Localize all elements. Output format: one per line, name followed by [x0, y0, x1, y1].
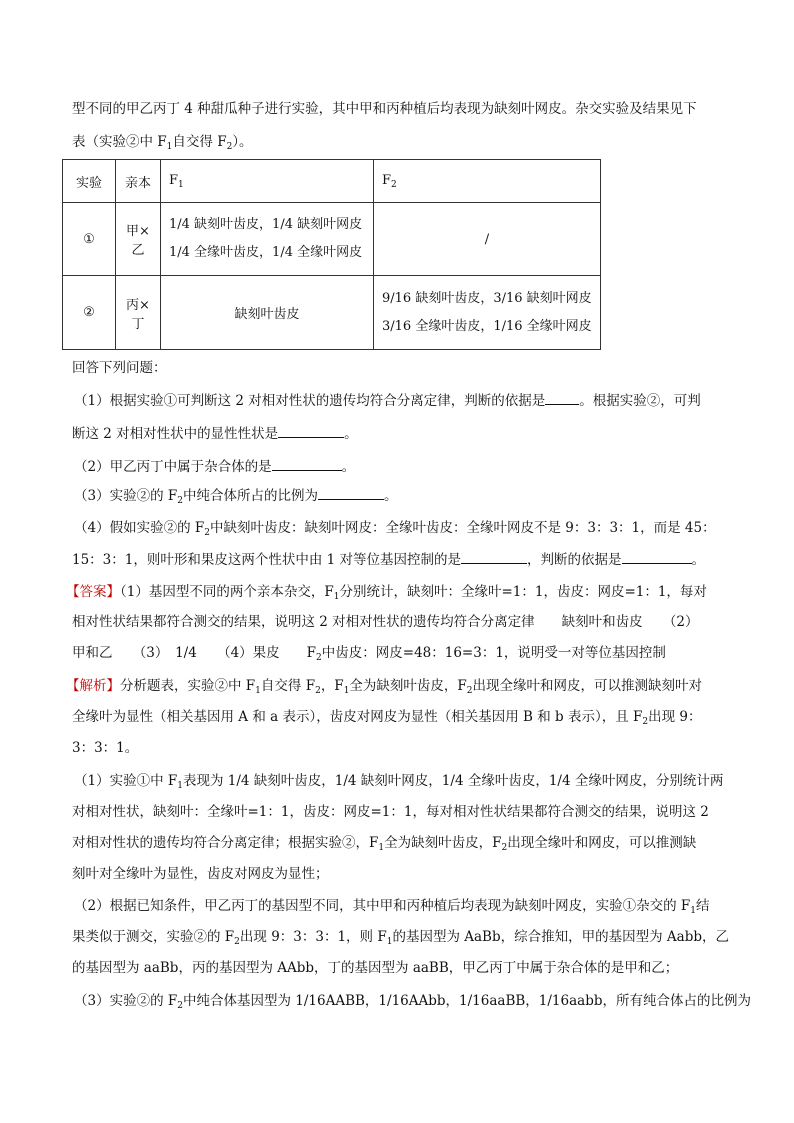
subscript: 1 — [386, 937, 393, 947]
cell-text: 丙×丁 — [126, 297, 150, 332]
subscript: 1 — [166, 142, 173, 152]
answer-blank — [461, 549, 527, 564]
question-text: 。 — [344, 426, 358, 442]
analysis-s1-line-1 — [74, 771, 734, 796]
answer-label: 【答案】 — [66, 584, 120, 600]
question-text: 。根据实验②，可判 — [579, 393, 701, 409]
analysis-text: 全为缺刻叶齿皮，F — [349, 678, 467, 694]
intro-text: 型不同的甲乙丙丁 4 种甜瓜种子进行实验，其中甲和丙种植后均表现为缺刻叶网皮。杂交实验及结果见下 — [72, 101, 697, 117]
analysis-s3-line-1 — [74, 991, 751, 1016]
analysis-text: 出现 9：3：3：1，则 F — [239, 929, 387, 945]
analysis-text: 全缘叶为显性（相关基因用 A 和 a 表示），齿皮对网皮为显性（相关基因用 B 和 b 表示），且 F — [72, 709, 643, 725]
subscript: 2 — [501, 843, 508, 853]
subscript: 2 — [177, 496, 183, 506]
subscript: 1 — [690, 906, 696, 916]
cell-text: 缺刻叶齿皮 — [234, 307, 300, 322]
analysis-text: 自交得 F — [260, 678, 316, 694]
answer-blank — [272, 456, 342, 471]
question-text: 。 — [383, 488, 398, 504]
answer-text: （1）基因型不同的两个亲本杂交，F — [120, 584, 334, 600]
subscript: 1 — [343, 686, 350, 696]
analysis-s2-line-1 — [74, 896, 734, 921]
cell-text: ② — [83, 305, 95, 320]
cell-text: / — [484, 231, 490, 247]
answer-blank — [545, 390, 579, 405]
header-f2 — [374, 160, 601, 203]
analysis-text: 出现 9： — [648, 709, 702, 725]
subscript: 2 — [391, 179, 397, 190]
cell-f2 — [374, 276, 601, 350]
analysis-text: 果类似于测交，实验②的 F — [72, 929, 235, 945]
analysis-text: （2）根据已知条件，甲乙丙丁的基因型不同，其中甲和丙种植后均表现为缺刻叶网皮，实验①杂交的 F — [74, 898, 691, 914]
analysis-text: 的基因型为 AaBb，综合推知，甲的基因型为 Aabb，乙 — [392, 929, 729, 945]
subscript: 1 — [255, 686, 261, 696]
subscript: 2 — [177, 1001, 183, 1011]
header-label: F — [169, 172, 179, 188]
header-label: 实验 — [75, 175, 102, 191]
table-header-row — [63, 160, 601, 203]
header-label: 亲本 — [124, 175, 151, 191]
intro-line-1 — [72, 99, 732, 119]
question-4 — [74, 518, 734, 543]
subscript: 1 — [333, 592, 340, 602]
analysis-text: 出现全缘叶和网皮，可以推测缺 — [507, 835, 697, 851]
analysis-text: ，F — [320, 678, 344, 694]
cell-f1 — [161, 276, 374, 350]
answer-blank — [278, 423, 344, 438]
cell-text: ① — [83, 231, 95, 247]
answer-text: 分别统计，缺刻叶：全缘叶=1：1，齿皮：网皮=1：1，每对 — [339, 584, 707, 600]
subscript: 2 — [204, 528, 210, 538]
answer-text: 甲和乙 （3） 1/4 （4）果皮 F — [72, 645, 317, 661]
subscript: 1 — [378, 843, 385, 853]
subscript: 2 — [316, 653, 322, 663]
analysis-text: 表现为 1/4 缺刻叶齿皮，1/4 缺刻叶网皮，1/4 全缘叶齿皮，1/4 全缘叶网皮，分别统计两 — [182, 773, 724, 789]
question-text: （2）甲乙丙丁中属于杂合体的是 — [74, 459, 272, 475]
header-f1 — [161, 160, 374, 203]
analysis-s2-line-2 — [72, 927, 732, 952]
cell-parent — [116, 276, 161, 350]
analysis-s1-line-2 — [72, 802, 732, 822]
analysis-text: 结 — [695, 898, 710, 914]
question-2 — [74, 456, 734, 477]
cell-f1 — [161, 203, 374, 276]
subscript: 2 — [315, 686, 321, 696]
question-1-cont — [72, 423, 732, 444]
question-text: 断这 2 对相对性状中的显性性状是 — [72, 426, 279, 442]
cell-exp — [63, 203, 116, 276]
cell-text: 1/4 缺刻叶齿皮，1/4 缺刻叶网皮 — [169, 217, 363, 232]
subscript: 2 — [466, 686, 473, 696]
subscript: 2 — [642, 717, 649, 727]
subscript: 1 — [178, 179, 184, 190]
header-exp — [63, 160, 116, 203]
analysis-line-2 — [72, 707, 732, 732]
cell-f2 — [374, 203, 601, 276]
question-text: 。 — [691, 552, 706, 568]
question-text: （4）假如实验②的 F — [74, 520, 205, 536]
cell-text: 3/16 全缘叶齿皮，1/16 全缘叶网皮 — [382, 318, 592, 334]
cell-text: 9/16 缺刻叶齿皮，3/16 缺刻叶网皮 — [382, 290, 592, 306]
intro-line-2 — [72, 132, 732, 157]
header-label: F — [382, 172, 392, 188]
intro-text: ）。 — [232, 134, 253, 150]
header-parent — [116, 160, 161, 203]
cell-text: 1/4 全缘叶齿皮，1/4 全缘叶网皮 — [169, 245, 363, 260]
analysis-label: 【解析】 — [66, 678, 120, 694]
analysis-text: 分析题表，实验②中 F — [120, 678, 256, 694]
question-text: 15：3：1，则叶形和果皮这两个性状中由 1 对等位基因控制的是 — [72, 552, 462, 568]
analysis-s1-line-3 — [72, 833, 732, 858]
answer-line-1 — [66, 582, 726, 607]
analysis-line-3 — [72, 738, 732, 758]
answer-line-2 — [72, 612, 732, 632]
question-1 — [74, 390, 734, 411]
analysis-s2-line-3 — [72, 958, 732, 978]
experiment-table — [62, 159, 601, 350]
question-text: 。 — [341, 459, 356, 475]
question-text: （1）根据实验①可判断这 2 对相对性状的遗传均符合分离定律，判断的依据是 — [74, 393, 546, 409]
analysis-text: 的基因型为 aaBb，丙的基因型为 AAbb，丁的基因型为 aaBB，甲乙丙丁中属于杂合体的是甲和乙； — [72, 960, 679, 976]
answer-line-3 — [72, 643, 732, 668]
cell-exp — [63, 276, 116, 350]
question-text: ，判断的依据是 — [527, 552, 622, 568]
table-row — [63, 276, 601, 350]
analysis-text: 3：3：1。 — [72, 740, 139, 756]
table-row — [63, 203, 601, 276]
answer-text: 中齿皮：网皮=48：16=3：1，说明受一对等位基因控制 — [321, 645, 666, 661]
question-text: 中纯合体所占的比例为 — [182, 488, 318, 504]
subscript: 1 — [177, 781, 183, 791]
subscript: 2 — [226, 142, 233, 152]
question-text: （3）实验②的 F — [74, 488, 178, 504]
analysis-text: 刻叶对全缘叶为显性，齿皮对网皮为显性； — [72, 866, 329, 882]
analysis-line-1 — [66, 676, 726, 701]
analysis-s1-line-4 — [72, 864, 732, 884]
analysis-text: 对相对性状，缺刻叶：全缘叶=1：1，齿皮：网皮=1：1，每对相对性状结果都符合测交的结果，说明这 2 — [72, 804, 709, 820]
question-3 — [74, 485, 734, 511]
intro-text: 表（实验②中 F — [72, 134, 167, 150]
analysis-text: （3）实验②的 F — [74, 993, 178, 1009]
analysis-text: 出现全缘叶和网皮，可以推测缺刻叶对 — [472, 678, 703, 694]
cell-parent — [116, 203, 161, 276]
questions-intro — [72, 358, 732, 378]
subscript: 2 — [234, 937, 240, 947]
question-text: 回答下列问题： — [72, 360, 167, 376]
analysis-text: 全为缺刻叶齿皮，F — [384, 835, 502, 851]
question-4-cont — [72, 549, 732, 570]
intro-text: 自交得 F — [172, 134, 227, 150]
analysis-text: 对相对性状的遗传均符合分离定律；根据实验②，F — [72, 835, 379, 851]
cell-text: 甲×乙 — [126, 224, 150, 258]
answer-blank — [318, 485, 384, 500]
analysis-text: （1）实验①中 F — [74, 773, 178, 789]
answer-blank — [622, 549, 692, 564]
analysis-text: 中纯合体基因型为 1/16AABB，1/16AAbb，1/16aaBB，1/16aabb，所有纯合体占的比例为 — [182, 993, 751, 1009]
answer-text: 相对性状结果都符合测交的结果，说明这 2 对相对性状的遗传均符合分离定律 缺刻叶和齿皮 （2） — [72, 614, 699, 630]
question-text: 中缺刻叶齿皮：缺刻叶网皮：全缘叶齿皮：全缘叶网皮不是 9：3：3：1，而是 45： — [209, 520, 716, 536]
